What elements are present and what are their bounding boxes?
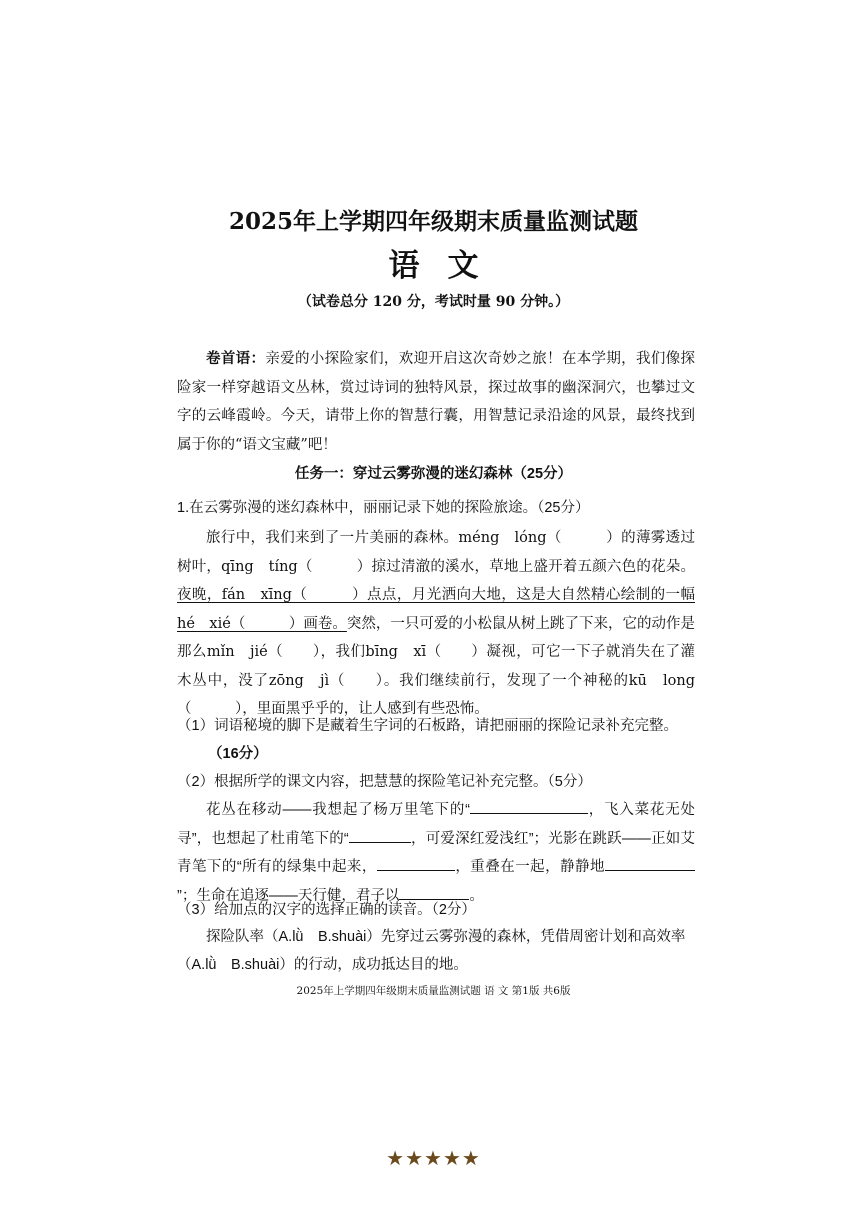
fill-text-f: 。 (469, 887, 484, 904)
answer-blank-4[interactable] (605, 854, 695, 871)
answer-blank-3[interactable] (377, 854, 455, 871)
question-1: 1.在云雾弥漫的迷幻森林中，丽丽记录下她的探险旅途。（25分） (177, 500, 590, 516)
preface (177, 345, 695, 459)
preface-label: 卷首语： (206, 350, 266, 367)
answer-blank-2[interactable] (349, 826, 411, 843)
star-rating-icon: ★★★★★ (386, 1146, 481, 1170)
sub-question-1: （1）词语秘境的脚下是藏着生字词的石板路，请把丽丽的探险记录补充完整。 (177, 718, 679, 734)
fill-text-e: ”；生命在追逐——天行健，君子以 (177, 887, 400, 904)
sub-question-2-fill (177, 796, 695, 910)
answer-blank-1[interactable] (470, 797, 588, 814)
preface-text: 亲爱的小探险家们，欢迎开启这次奇妙之旅！在本学期，我们像探险家一样穿越语文丛林，赏过诗词的独特风景，探过故事的幽深洞穴，也攀过文字的云峰霞岭。今天，请带上你的智慧行囊，用智慧记录沿途的风景，最终找到属于你的“语文宝藏”吧！ (177, 351, 695, 453)
exam-note: （试卷总分 120 分，考试时量 90 分钟。） (297, 294, 570, 310)
passage-part-2-underlined: 夜晚，fán xīng（ ）点点，月光洒向大地，这是大自然精心绘制的一幅hé xié（ ）画卷。 (177, 587, 695, 632)
page-footer: 2025年上学期四年级期末质量监测试题 语 文 第1版 共6版 (296, 985, 571, 997)
subject-title: 语文 (388, 248, 507, 284)
question-passage (177, 524, 695, 724)
fill-text-d: ，重叠在一起，静静地 (454, 859, 606, 875)
fill-text-b: ，飞入菜花无处寻”，也想起了杜甫笔下的“ (177, 802, 695, 847)
sub-question-2: （2）根据所学的课文内容，把慧慧的探险笔记补充完整。（5分） (177, 774, 592, 790)
sub-question-3: （3）给加点的汉字的选择正确的读音。（2分） (177, 902, 476, 918)
passage-part-1: 旅行中，我们来到了一片美丽的森林。méng lóng（ ）的薄雾透过树叶，qīng tíng（ ）掠过清澈的溪水，草地上盛开着五颜六色的花朵。 (177, 530, 695, 575)
exam-title: 2025年上学期四年级期末质量监测试题 (228, 208, 638, 235)
passage-part-3: 突然，一只可爱的小松鼠从树上跳了下来，它的动作是那么mǐn jié（ ），我们bīng xī（ ）凝视，可它一下子就消失在了灌木丛中，没了zōng jì（ ）。我们继续前行，发现了一个神秘的kū long（ ），里面黑乎乎的，让人感到有些恐怖。 (177, 615, 695, 717)
sub-question-3-text: 探险队率（A.lǜ B.shuài）先穿过云雾弥漫的森林，凭借周密计划和高效率（A.lǜ B.shuài）的行动，成功抵达目的地。 (177, 929, 686, 973)
fill-text-a: 花丛在移动——我想起了杨万里笔下的“ (206, 802, 470, 818)
fill-text-c: ，可爱深红爱浅红”；光影在跳跃——正如艾青笔下的“所有的绿集中起来， (177, 830, 696, 875)
sub-question-1-score: （16分） (208, 746, 268, 762)
task-title: 任务一：穿过云雾弥漫的迷幻森林（25分） (294, 466, 573, 482)
